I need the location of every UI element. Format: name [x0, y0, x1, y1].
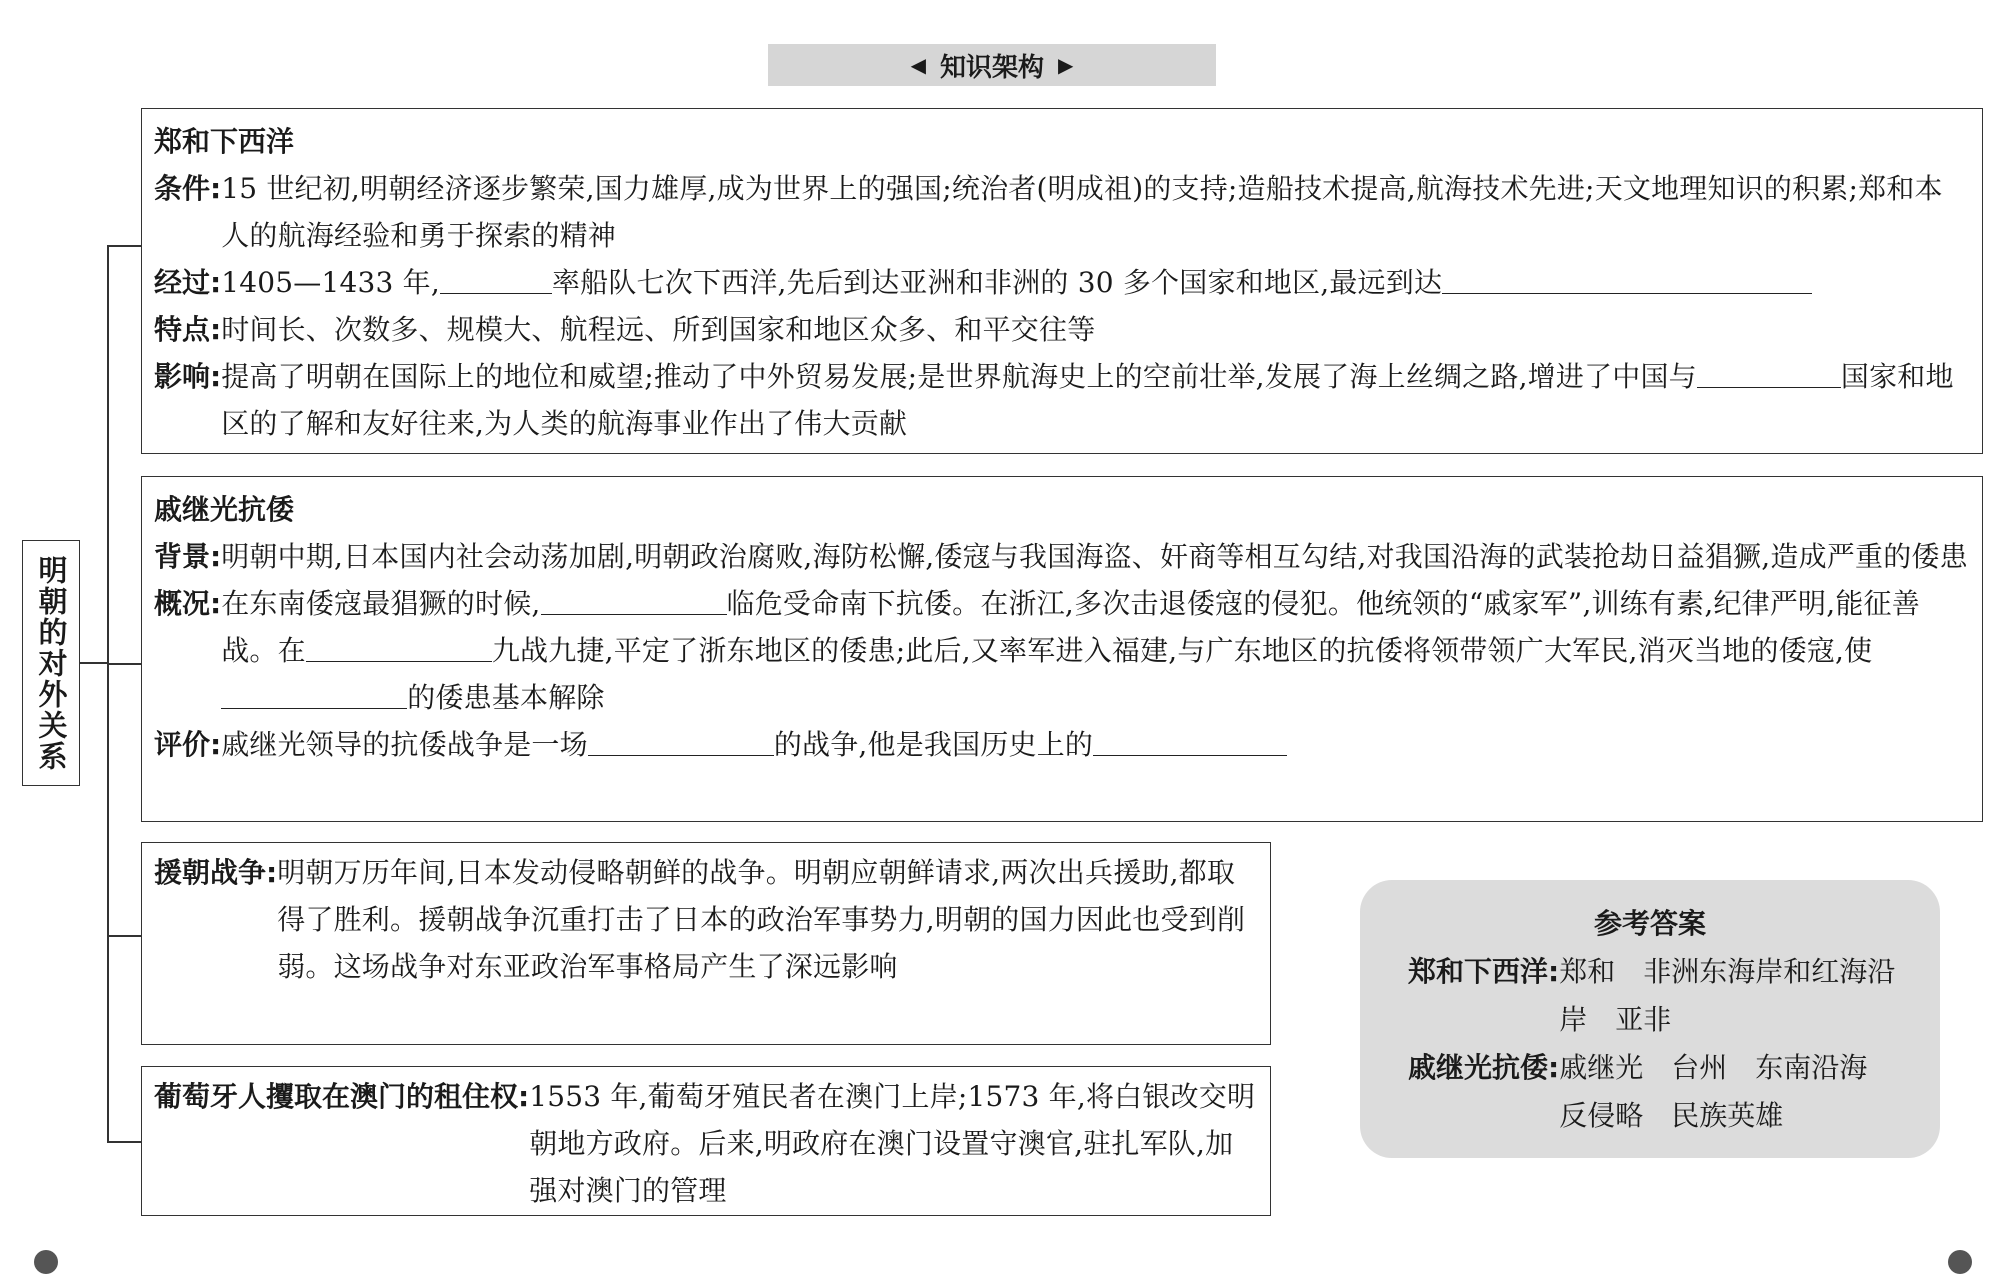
section-header — [768, 44, 1216, 86]
conditions-label: 条件: — [154, 172, 222, 205]
qijiguang-background-row — [154, 533, 1970, 580]
zhenghe-impact-row — [154, 353, 1970, 447]
connector-branch-4 — [107, 1141, 142, 1143]
answer-blank[interactable] — [306, 627, 492, 662]
answer-blank[interactable] — [221, 674, 407, 709]
answer-blank[interactable] — [588, 721, 774, 756]
macau-text: 1553 年,葡萄牙殖民者在澳门上岸;1573 年,将白银改交明朝地方政府。后来,明政府在澳门设置守澳官,驻扎军队,加强对澳门的管理 — [529, 1080, 1256, 1207]
process-text-2: 率船队七次下西洋,先后到达亚洲和非洲的 30 多个国家和地区,最远到达 — [551, 266, 1443, 299]
evaluation-text-2: 的战争,他是我国历史上的 — [773, 728, 1094, 761]
overview-text-3: 九战九捷,平定了浙东地区的倭患;此后,又率军进入福建,与广东地区的抗倭将领带领广大军民,消灭当地的倭寇,使 — [491, 634, 1873, 667]
answer-title: 参考答案 — [1593, 907, 1706, 940]
features-label: 特点: — [154, 313, 222, 346]
qijiguang-box — [141, 476, 1983, 822]
evaluation-text-1: 戚继光领导的抗倭战争是一场 — [221, 728, 588, 761]
qijiguang-overview-row — [154, 580, 1970, 721]
answer-panel — [1360, 880, 1940, 1158]
evaluation-label: 评价: — [154, 728, 222, 761]
macau-box — [141, 1066, 1271, 1216]
qijiguang-evaluation-row — [154, 721, 1970, 768]
zhenghe-box — [141, 108, 1983, 454]
process-text-1: 1405—1433 年, — [221, 266, 440, 299]
korea-war-text: 明朝万历年间,日本发动侵略朝鲜的战争。明朝应朝鲜请求,两次出兵援助,都取得了胜利。援朝战争沉重打击了日本的政治军事势力,明朝的国力因此也受到削弱。这场战争对东亚政治军事格局产生了深远影响 — [277, 856, 1246, 983]
impact-label: 影响: — [154, 360, 222, 393]
overview-text-4: 的倭患基本解除 — [407, 681, 605, 714]
section-title: 知识架构 — [939, 52, 1044, 83]
page-hole-left — [34, 1250, 58, 1274]
root-label: 明朝的对外关系 — [34, 554, 69, 772]
left-triangle-icon: ◀ — [910, 53, 926, 77]
overview-text-2: 临危受命南下抗倭。在浙江,多次击退倭寇的侵犯。他统领的“戚家军”,训练有素,纪律严明,能征善战。在 — [221, 587, 1920, 667]
connector-branch-1 — [107, 245, 142, 247]
korea-war-row — [154, 849, 1258, 990]
answer-zhenghe-label: 郑和下西洋: — [1408, 955, 1560, 988]
connector-branch-2 — [107, 663, 142, 665]
connector-trunk — [107, 245, 109, 1143]
page-hole-right — [1948, 1250, 1972, 1274]
zhenghe-conditions-row — [154, 165, 1970, 259]
root-node — [22, 540, 80, 786]
impact-text-2: 国家和地区的了解和友好往来,为人类的航海事业作出了伟大贡献 — [221, 360, 1954, 440]
background-text: 明朝中期,日本国内社会动荡加剧,明朝政治腐败,海防松懈,倭寇与我国海盗、奸商等相互勾结,对我国沿海的武装抢劫日益猖獗,造成严重的倭患 — [221, 540, 1968, 573]
zhenghe-process-row — [154, 259, 1970, 306]
process-label: 经过: — [154, 266, 222, 299]
korea-war-box — [141, 842, 1271, 1045]
zhenghe-features-row — [154, 306, 1970, 353]
impact-text-1: 提高了明朝在国际上的地位和威望;推动了中外贸易发展;是世界航海史上的空前壮举,发展了海上丝绸之路,增进了中国与 — [221, 360, 1697, 393]
overview-text-1: 在东南倭寇最猖獗的时候, — [221, 587, 541, 620]
answer-qijiguang-label: 戚继光抗倭: — [1408, 1051, 1560, 1084]
answer-blank[interactable] — [1093, 721, 1287, 756]
background-label: 背景: — [154, 540, 222, 573]
answer-qijiguang-row — [1408, 1044, 1914, 1140]
conditions-text: 15 世纪初,明朝经济逐步繁荣,国力雄厚,成为世界上的强国;统治者(明成祖)的支持;造船技术提高,航海技术先进;天文地理知识的积累;郑和本人的航海经验和勇于探索的精神 — [221, 172, 1943, 252]
answer-blank[interactable] — [440, 259, 552, 294]
connector-root-stub — [80, 662, 108, 664]
qijiguang-title: 戚继光抗倭 — [154, 493, 295, 526]
right-triangle-icon: ▶ — [1058, 53, 1074, 77]
answer-qijiguang-text: 戚继光 台州 东南沿海 反侵略 民族英雄 — [1559, 1051, 1896, 1132]
answer-blank[interactable] — [1442, 259, 1812, 294]
features-text: 时间长、次数多、规模大、航程远、所到国家和地区众多、和平交往等 — [221, 313, 1096, 346]
macau-row — [154, 1073, 1258, 1214]
macau-label: 葡萄牙人攫取在澳门的租住权: — [154, 1080, 530, 1113]
answer-blank[interactable] — [1697, 353, 1841, 388]
zhenghe-title: 郑和下西洋 — [154, 125, 295, 158]
answer-zhenghe-row — [1408, 948, 1914, 1044]
korea-war-label: 援朝战争: — [154, 856, 278, 889]
answer-zhenghe-text: 郑和 非洲东海岸和红海沿岸 亚非 — [1559, 955, 1896, 1036]
overview-label: 概况: — [154, 587, 222, 620]
answer-blank[interactable] — [541, 580, 727, 615]
connector-branch-3 — [107, 935, 142, 937]
